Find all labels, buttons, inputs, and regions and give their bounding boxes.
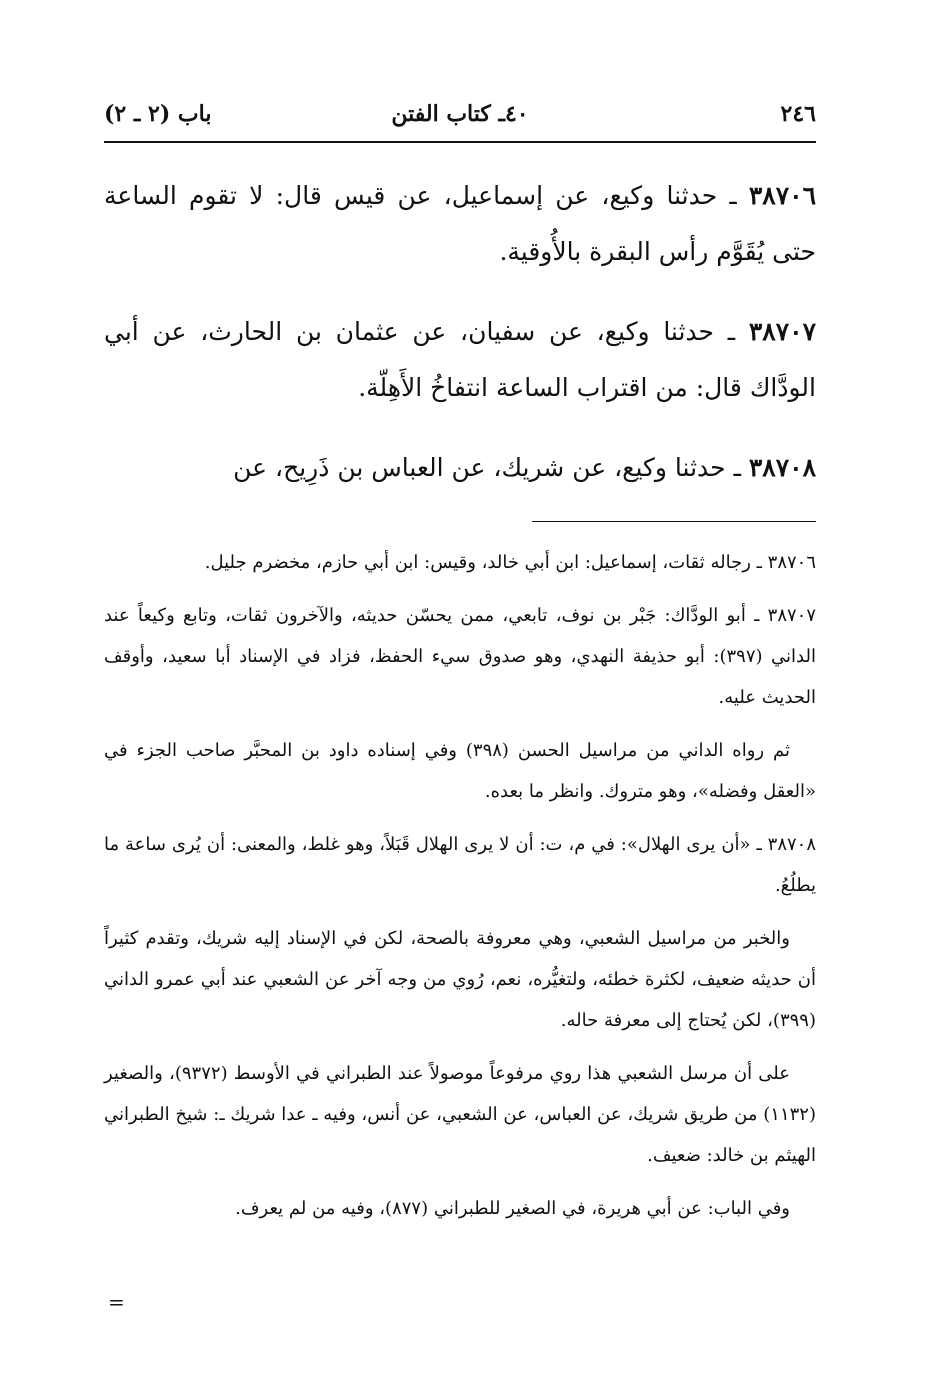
footnote-paragraph xyxy=(104,1188,816,1229)
hadith-text: ـ حدثنا وكيع، عن شريك، عن العباس بن ذَرِيح، عن xyxy=(233,453,749,482)
footnote-text: على أن مرسل الشعبي هذا روي مرفوعاً موصولاً عند الطبراني في الأوسط (٩٣٧٢)، والصغير (١١٣٢) من طريق شريك، عن العباس، عن الشعبي، عن أنس، وفيه ـ عدا شريك ـ: شيخ الطبراني الهيثم بن خالد: ضعيف. xyxy=(104,1063,816,1166)
main-text xyxy=(104,168,816,520)
footnote-text: ـ أبو الودَّاك: جَبْر بن نوف، تابعي، ممن يحسّن حديثه، والآخرون ثقات، وتابع وكيعاً عند الداني (٣٩٧): أبو حذيفة النهدي، وهو صدوق سيء الحفظ، فزاد في الإسناد أبا سعيد، وأوقف الحديث عليه. xyxy=(104,605,816,708)
hadith-entry xyxy=(104,168,816,280)
footnote-text: ـ رجاله ثقات، إسماعيل: ابن أبي خالد، وقيس: ابن أبي حازم، مخضرم جليل. xyxy=(204,552,768,573)
footnote-number: ٣٨٧٠٦ xyxy=(767,552,816,573)
hadith-text: ـ حدثنا وكيع، عن سفيان، عن عثمان بن الحارث، عن أبي الودَّاك قال: من اقتراب الساعة انتفاخُ الأَهِلّة. xyxy=(104,317,816,402)
hadith-entry xyxy=(104,304,816,416)
header-rule xyxy=(104,141,816,143)
continuation-mark: = xyxy=(108,1290,125,1314)
footnote-paragraph xyxy=(104,1053,816,1176)
hadith-entry xyxy=(104,440,816,496)
footnote-text: والخبر من مراسيل الشعبي، وهي معروفة بالصحة، لكن في الإسناد إليه شريك، وتقدم كثيراً أن حديثه ضعيف، لكثرة خطئه، ولتغيُّره، نعم، رُوي من وجه آخر عن الشعبي عند أبي عمرو الداني (٣٩٩)، لكن يُحتاج إلى معرفة حاله. xyxy=(104,928,816,1031)
footnotes xyxy=(104,542,816,1241)
footnote xyxy=(104,595,816,718)
footnote xyxy=(104,824,816,906)
footnote-number: ٣٨٧٠٨ xyxy=(767,834,816,855)
footnote xyxy=(104,542,816,583)
footnote-separator xyxy=(532,521,816,522)
hadith-number: ٣٨٧٠٧ xyxy=(748,317,816,346)
hadith-text: ـ حدثنا وكيع، عن إسماعيل، عن قيس قال: لا تقوم الساعة حتى يُقَوَّم رأس البقرة بالأُوقية. xyxy=(104,181,816,266)
page-number: ٢٤٦ xyxy=(780,101,816,127)
running-header xyxy=(104,94,816,134)
footnote-paragraph xyxy=(104,918,816,1041)
footnote-text: ـ «أن يرى الهلال»: في م، ت: أن لا يرى الهلال قَبَلاً، وهو غلط، والمعنى: أن يُرى ساعة ما يطلُعُ. xyxy=(104,834,816,896)
chapter-label: باب (٢ ـ ٢) xyxy=(104,101,212,127)
hadith-number: ٣٨٧٠٨ xyxy=(748,453,816,482)
footnote-number: ٣٨٧٠٧ xyxy=(767,605,816,626)
footnote-text: وفي الباب: عن أبي هريرة، في الصغير للطبراني (٨٧٧)، وفيه من لم يعرف. xyxy=(235,1198,790,1219)
footnote-paragraph xyxy=(104,730,816,812)
hadith-number: ٣٨٧٠٦ xyxy=(748,181,816,210)
footnote-text: ثم رواه الداني من مراسيل الحسن (٣٩٨) وفي إسناده داود بن المحبَّر صاحب الجزء في «العقل وفضله»، وهو متروك. وانظر ما بعده. xyxy=(104,740,816,802)
book-title: ٤٠ـ كتاب الفتن xyxy=(391,101,529,127)
